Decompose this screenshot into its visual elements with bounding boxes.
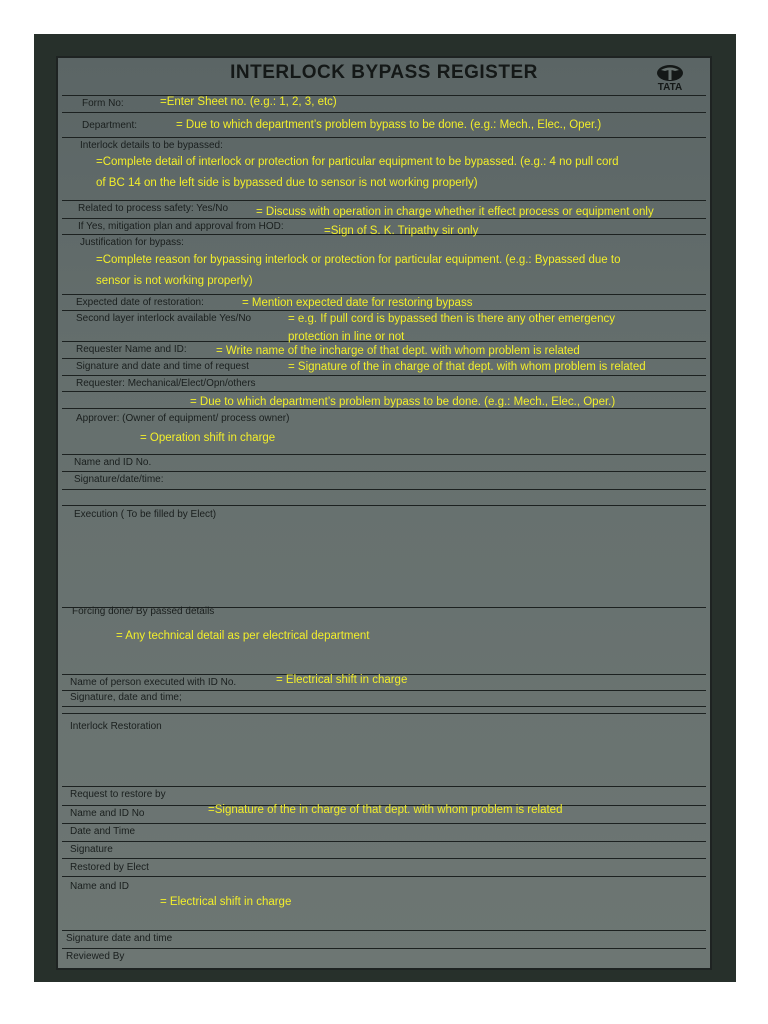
annotation-justification-line1: =Complete reason for bypassing interlock or protection for particular equipment. (e.g.: Bypassed due to	[96, 254, 621, 266]
related-safety-label: Related to process safety: Yes/No	[78, 203, 229, 214]
interlock-details-label: Interlock details to be bypassed:	[80, 140, 223, 151]
tata-logo	[644, 64, 696, 93]
sig-date-time-label-2: Signature, date and time;	[70, 692, 182, 703]
requester-dept-label: Requester: Mechanical/Elect/Opn/others	[76, 378, 256, 389]
annotation-approver: = Operation shift in charge	[140, 432, 276, 444]
register-sheet	[56, 56, 712, 970]
interlock-restoration-label: Interlock Restoration	[70, 721, 162, 732]
date-time-label: Date and Time	[70, 826, 136, 837]
approver-label: Approver: (Owner of equipment/ process owner)	[76, 413, 290, 424]
name-id-label-2: Name and ID No	[70, 808, 145, 819]
requester-name-label: Requester Name and ID:	[76, 344, 187, 355]
mitigation-plan-label: If Yes, mitigation plan and approval from HOD:	[78, 221, 284, 232]
forcing-done-label: Forcing done/ By passed details	[72, 606, 215, 617]
annotation-interlock-line2: of BC 14 on the left side is bypassed due to sensor is not working properly)	[96, 177, 478, 189]
restored-by-label: Restored by Elect	[70, 862, 149, 873]
annotation-person-executed: = Electrical shift in charge	[276, 674, 408, 686]
annotation-department: = Due to which department’s problem bypass to be done. (e.g.: Mech., Elec., Oper.)	[176, 119, 602, 131]
request-restore-label: Request to restore by	[70, 789, 166, 800]
annotation-forcing-done: = Any technical detail as per electrical department	[116, 630, 370, 642]
annotation-name-id-3: = Electrical shift in charge	[160, 896, 292, 908]
department-label: Department:	[82, 120, 138, 131]
tata-logo-icon	[655, 64, 685, 82]
second-layer-label: Second layer interlock available Yes/No	[76, 313, 252, 324]
name-id-label-1: Name and ID No.	[74, 457, 152, 468]
annotation-justification-line2: sensor is not working properly)	[96, 275, 253, 287]
tata-logo-text: TATA	[657, 82, 683, 93]
form-no-label: Form No:	[82, 98, 124, 109]
person-executed-label: Name of person executed with ID No.	[70, 677, 237, 688]
annotation-signature-request: = Signature of the in charge of that dept. with whom problem is related	[288, 361, 646, 373]
justification-label: Justification for bypass:	[80, 237, 184, 248]
expected-date-label: Expected date of restoration:	[76, 297, 204, 308]
annotation-interlock-line1: =Complete detail of interlock or protection for particular equipment to be bypassed. (e.g.: 4 no pull cord	[96, 156, 619, 168]
signature-label: Signature	[70, 844, 113, 855]
annotation-expected-date: = Mention expected date for restoring bypass	[242, 297, 473, 309]
sig-date-time-label-1: Signature/date/time:	[74, 474, 164, 485]
annotation-related-safety: = Discuss with operation in charge whether it effect process or equipment only	[256, 206, 654, 218]
execution-label: Execution ( To be filled by Elect)	[74, 509, 217, 520]
annotation-name-id-2: =Signature of the in charge of that dept. with whom problem is related	[208, 804, 563, 816]
annotation-requester-dept: = Due to which department’s problem bypass to be done. (e.g.: Mech., Elec., Oper.)	[190, 396, 616, 408]
name-id-label-3: Name and ID	[70, 881, 129, 892]
reviewed-by-label: Reviewed By	[66, 951, 125, 962]
annotation-form-no: =Enter Sheet no. (e.g.: 1, 2, 3, etc)	[160, 96, 337, 108]
annotation-requester-name: = Write name of the incharge of that dept. with whom problem is related	[216, 345, 580, 357]
sig-date-time-label-3: Signature date and time	[66, 933, 173, 944]
annotation-second-layer-line1: = e.g. If pull cord is bypassed then is there any other emergency	[288, 313, 615, 325]
annotation-second-layer-line2: protection in line or not	[288, 331, 405, 343]
annotation-mitigation: =Sign of S. K. Tripathy sir only	[324, 225, 479, 237]
signature-request-label: Signature and date and time of request	[76, 361, 249, 372]
page-title: INTERLOCK BYPASS REGISTER	[230, 62, 538, 83]
